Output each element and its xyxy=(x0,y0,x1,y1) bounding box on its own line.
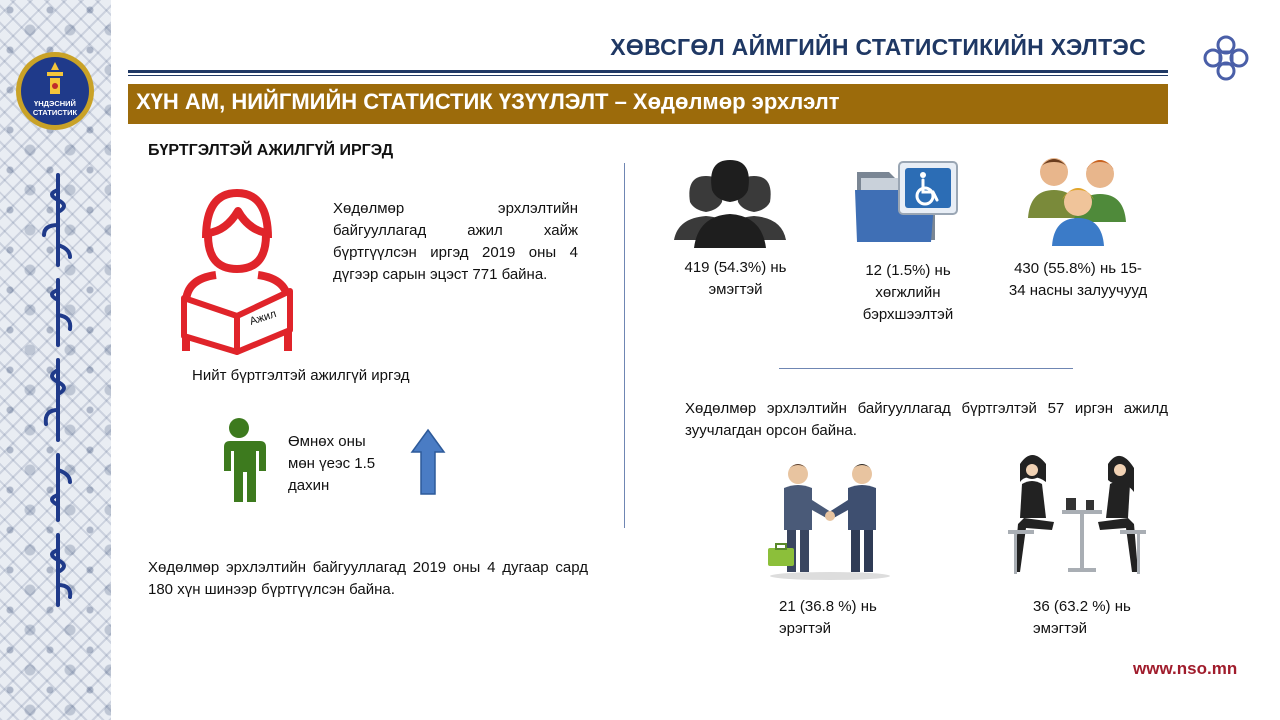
footer-url[interactable]: www.nso.mn xyxy=(1133,659,1238,678)
header-divider xyxy=(128,70,1168,73)
handshake-icon xyxy=(760,460,900,580)
subsection-title: БҮРТГЭЛТЭЙ АЖИЛГҮЙ ИРГЭД xyxy=(148,142,394,159)
vertical-divider xyxy=(624,163,625,528)
stat-disabled: 12 (1.5%) нь хөгжлийн бэрхшээлтэй xyxy=(862,262,954,323)
meeting-icon xyxy=(1002,450,1152,580)
total-unemployed-label: Нийт бүртгэлтэй ажилгүй иргэд xyxy=(192,367,410,384)
mongolian-script-icon xyxy=(38,170,78,610)
employed-paragraph: Хөдөлмөр эрхлэлтийн байгууллагад бүртгэлтэй 57 иргэн ажилд зуучлагдан орсон байна. xyxy=(685,400,1168,439)
header-divider-thin xyxy=(128,75,1168,76)
reader-icon xyxy=(176,183,298,355)
section-title: ХҮН АМ, НИЙГМИЙН СТАТИСТИК ҮЗҮҮЛЭЛТ – Хөдөлмөр эрхлэлт xyxy=(136,89,840,114)
ornament-icon xyxy=(1201,33,1251,83)
stat-youth: 430 (55.8%) нь 15-34 насны залуучууд xyxy=(1008,260,1148,299)
book-label: Ажил xyxy=(248,308,278,328)
person-icon xyxy=(210,417,268,502)
up-arrow-icon xyxy=(410,428,446,496)
employed-women-stat: 36 (63.2 %) нь эмэгтэй xyxy=(1033,598,1131,637)
logo-text-2: СТАТИСТИК xyxy=(32,108,78,117)
new-registrations-paragraph: Хөдөлмөр эрхлэлтийн байгууллагад 2019 оны 4 дугаар сард 180 хүн шинээр бүртгүүлсэн байна. xyxy=(148,559,588,598)
women-group-icon xyxy=(672,160,788,248)
national-emblem-icon xyxy=(14,50,96,132)
registered-paragraph: Хөдөлмөр эрхлэлтийн байгууллагад ажил хайж бүртгүүлсэн иргэд 2019 оны 4 дүгээр сарын эцэст 771 байна. xyxy=(333,200,578,283)
stat-women: 419 (54.3%) нь эмэгтэй xyxy=(684,259,787,298)
horizontal-divider xyxy=(779,368,1073,369)
employed-men-stat: 21 (36.8 %) нь эрэгтэй xyxy=(779,598,877,637)
prev-year-comparison: Өмнөх оны мөн үеэс 1.5 дахин xyxy=(288,433,376,494)
header-title: ХӨВСГӨЛ АЙМГИЙН СТАТИСТИКИЙН ХЭЛТЭС xyxy=(610,34,1146,60)
logo-text-1: ҮНДЭСНИЙ xyxy=(34,99,76,108)
disabled-folder-icon xyxy=(853,160,959,246)
youth-group-icon xyxy=(1026,152,1130,246)
